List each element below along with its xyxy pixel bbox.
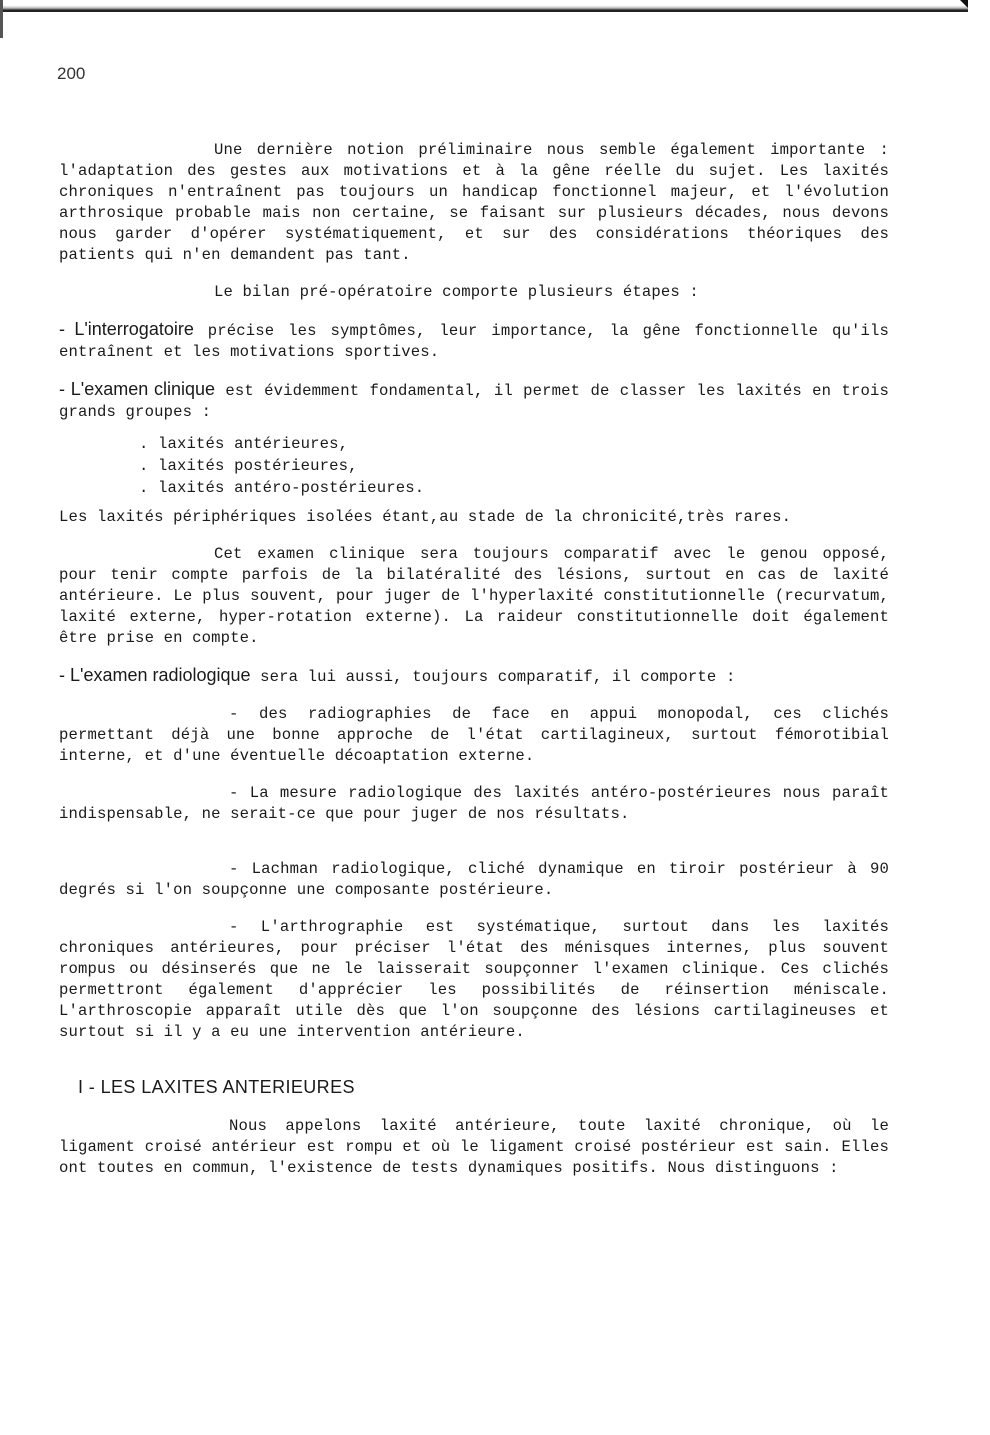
top-scan-rule [0, 0, 968, 12]
left-scan-mark [0, 0, 3, 38]
paragraph-mesure-radiologique: - La mesure radiologique des laxités antéro-postérieures nous paraît indispensable, ne serait-ce que pour juger de nos résultats. [59, 784, 889, 823]
top-rule-end-mark [960, 0, 968, 8]
paragraph-bilan-intro: Le bilan pré-opératoire comporte plusieurs étapes : [214, 283, 699, 301]
section-heading-laxites-anterieures: I - LES LAXITES ANTERIEURES [78, 1077, 355, 1097]
paragraph-examen-radiologique-text: sera lui aussi, toujours comparatif, il comporte : [250, 668, 736, 686]
section-label-examen-radiologique: - L'examen radiologique [59, 665, 251, 685]
list-item: . laxités antéro-postérieures. [139, 477, 889, 499]
paragraph-examen-clinique-text: est évidemment fondamental, il permet de classer les laxités en trois grands groupes : [59, 382, 890, 421]
paragraph-interrogatoire-text: précise les symptômes, leur importance, la gêne fonctionnelle qu'ils entraînent et les motivations sportives. [59, 322, 890, 361]
paragraph-radiographies: - des radiographies de face en appui monopodal, ces clichés permettant déjà une bonne approche de l'état cartilagineux, surtout fémorotibial interne, et d'une éventuelle décoaptation externe. [59, 705, 889, 765]
paragraph-lachman: - Lachman radiologique, cliché dynamique en tiroir postérieur à 90 degrés si l'on soupçonne une composante postérieure. [59, 860, 889, 899]
paragraph-comparative-exam: Cet examen clinique sera toujours comparatif avec le genou opposé, pour tenir compte parfois de la bilatéralité des lésions, surtout en cas de laxité antérieure. Le plus souvent, pour juger de l'hyperlaxité constitutionnelle (recurvatum, laxité externe, hyper-rotation externe). La raideur constitutionnelle doit également être prise en compte. [59, 545, 889, 647]
document-body [59, 140, 889, 1195]
laxity-groups-list [139, 433, 889, 499]
paragraph-preliminary-notion: Une dernière notion préliminaire nous semble également importante : l'adaptation des gestes aux motivations et à la gêne réelle du sujet. Les laxités chroniques n'entraînent pas toujours un handicap fonctionnel majeur, et l'évolution arthrosique probable mais non certaine, se faisant sur plusieurs décades, nous devons nous garder d'opérer systématiquement, et sur des considérations théoriques des patients qui n'en demandent pas tant. [59, 141, 889, 264]
paragraph-peripheral-laxities: Les laxités périphériques isolées étant,au stade de la chronicité,très rares. [59, 508, 792, 526]
paragraph-examen-radiologique [59, 665, 889, 688]
paragraph-arthrographie: - L'arthrographie est systématique, surtout dans les laxités chroniques antérieures, pour préciser l'état des ménisques internes, plus souvent rompus ou désinserés que ne le laisserait soupçonner l'examen clinique. Ces clichés permettront également d'apprécier les possibilités de réinsertion méniscale. L'arthroscopie apparaît utile dès que l'on soupçonne des lésions cartilagineuses et surtout si il y a eu une intervention antérieure. [59, 918, 889, 1041]
list-item: . laxités antérieures, [139, 433, 889, 455]
paragraph-laxite-anterieure-definition: Nous appelons laxité antérieure, toute laxité chronique, où le ligament croisé antérieur est rompu et où le ligament croisé postérieur est sain. Elles ont toutes en commun, l'existence de tests dynamiques positifs. Nous distinguons : [59, 1117, 889, 1177]
paragraph-examen-clinique [59, 379, 889, 423]
section-label-interrogatoire: - L'interrogatoire [59, 319, 194, 339]
list-item: . laxités postérieures, [139, 455, 889, 477]
paragraph-interrogatoire [59, 319, 889, 363]
section-label-examen-clinique: - L'examen clinique [59, 379, 216, 399]
page-number: 200 [57, 64, 86, 83]
